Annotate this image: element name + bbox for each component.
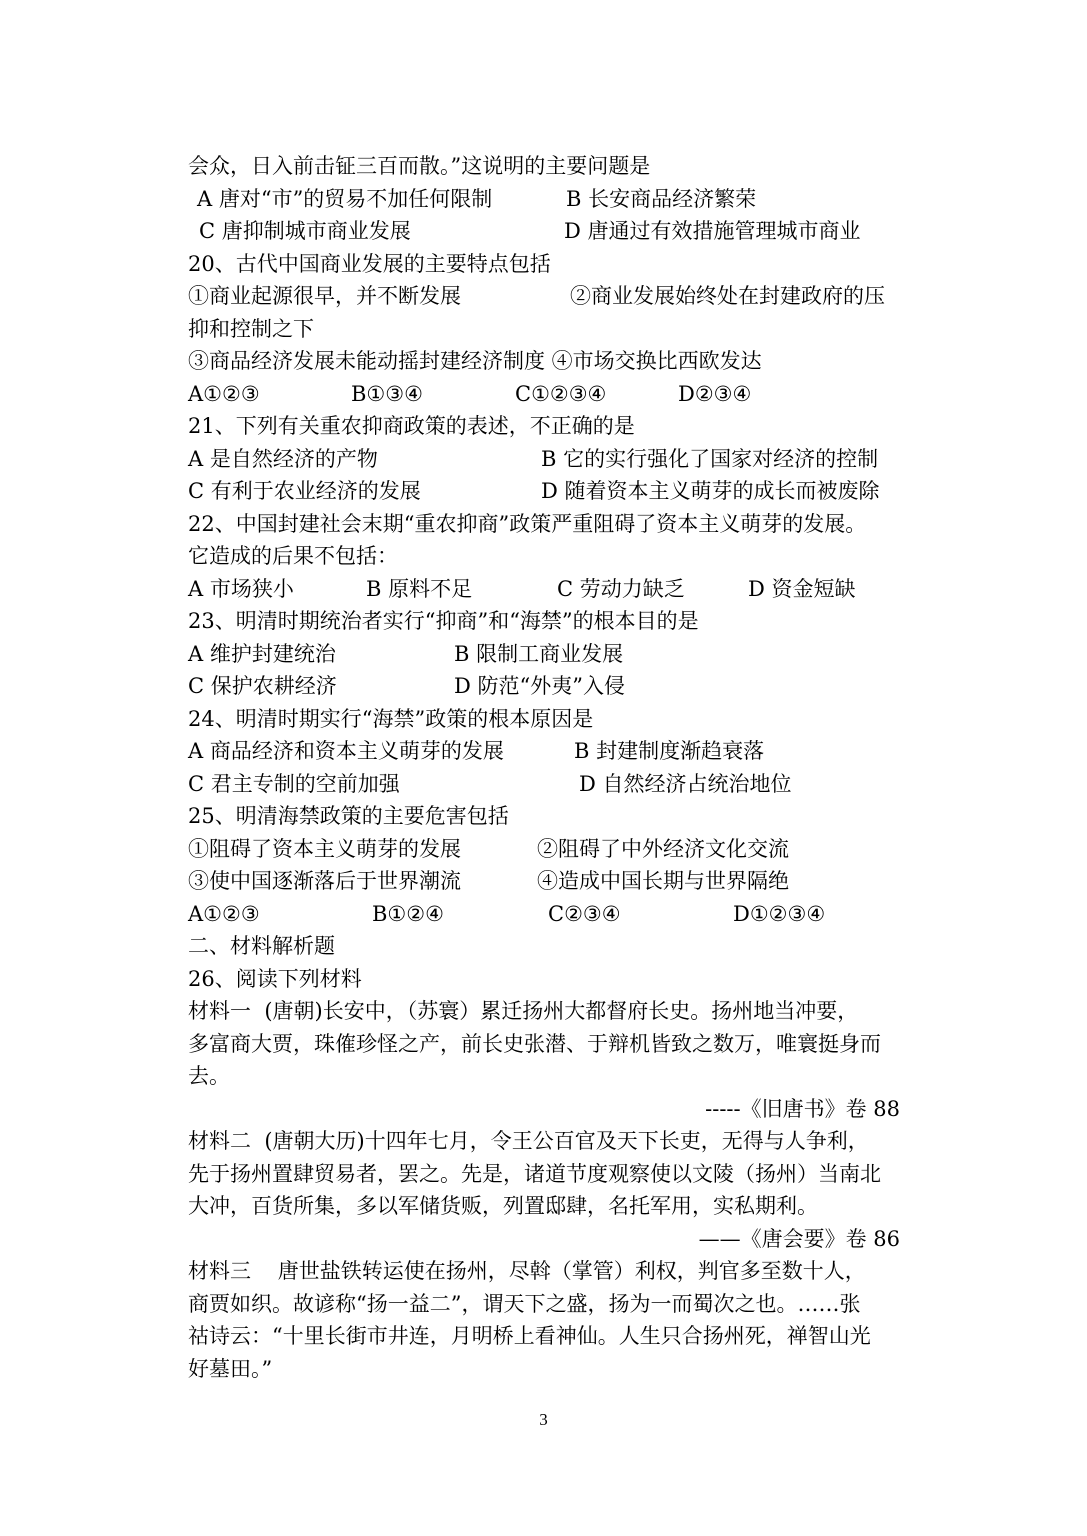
q25-items-row1	[188, 834, 908, 864]
q23-stem: 23、明清时期统治者实行“抑商”和“海禁”的根本目的是	[188, 609, 699, 633]
q22-stem: 22、中国封建社会末期“重农抑商”政策严重阻碍了资本主义萌芽的发展。	[188, 512, 867, 536]
q21-options-row1	[188, 444, 908, 474]
material-3-line-1: 材料三 唐世盐铁转运使在扬州，尽斡（掌管）利权，判官多至数十人，	[188, 1259, 866, 1283]
q20-item-2-continued: 抑和控制之下	[188, 317, 314, 341]
material-1-line-3: 去。	[188, 1064, 230, 1088]
q21-option-c: C 有利于农业经济的发展	[188, 479, 421, 503]
q19-stem-tail: 会众，日入前击钲三百而散。”这说明的主要问题是	[188, 154, 651, 178]
q20-items-row1	[188, 281, 908, 311]
q25-option-d: D①②③④	[733, 902, 826, 926]
material-2-line-1: 材料二 (唐朝大历)十四年七月，令王公百官及天下长吏，无得与人争利，	[188, 1129, 869, 1153]
q25-option-a: A①②③	[188, 902, 260, 926]
q21-option-d: D 随着资本主义萌芽的成长而被废除	[541, 479, 880, 503]
q24-options-row1	[188, 736, 908, 766]
q20-option-a: A①②③	[188, 382, 260, 406]
q20-stem: 20、古代中国商业发展的主要特点包括	[188, 252, 551, 276]
q25-option-b: B①②④	[372, 902, 444, 926]
page-number: 3	[539, 1410, 548, 1429]
q21-option-a: A 是自然经济的产物	[188, 447, 378, 471]
q22-option-d: D 资金短缺	[748, 577, 856, 601]
q25-item-1: ①阻碍了资本主义萌芽的发展	[188, 837, 461, 861]
q19-options-row2	[188, 216, 908, 246]
q22-option-c: C 劳动力缺乏	[557, 577, 685, 601]
q22-options	[188, 574, 908, 604]
q25-items-row2	[188, 866, 908, 896]
q20-option-c: C①②③④	[515, 382, 607, 406]
section-2-title: 二、材料解析题	[188, 934, 335, 958]
q22-stem-continued: 它造成的后果不包括：	[188, 544, 398, 568]
q23-options-row1	[188, 639, 908, 669]
q24-stem: 24、明清时期实行“海禁”政策的根本原因是	[188, 707, 594, 731]
q25-stem: 25、明清海禁政策的主要危害包括	[188, 804, 509, 828]
q24-options-row2	[188, 769, 908, 799]
q21-options-row2	[188, 476, 908, 506]
material-3-line-2: 商贾如织。故谚称“扬一益二”，谓天下之盛，扬为一而蜀次之也。……张	[188, 1292, 861, 1316]
q22-option-a: A 市场狭小	[188, 577, 294, 601]
material-3-line-3: 祜诗云：“十里长街市井连，月明桥上看神仙。人生只合扬州死，禅智山光	[188, 1324, 871, 1348]
material-2-line-2: 先于扬州置肆贸易者，罢之。先是，诸道节度观察使以文陵（扬州）当南北	[188, 1162, 881, 1186]
q26-stem: 26、阅读下列材料	[188, 967, 362, 991]
material-1-source: -----《旧唐书》卷 88	[705, 1097, 900, 1121]
q19-option-c: C 唐抑制城市商业发展	[199, 219, 411, 243]
q21-option-b: B 它的实行强化了国家对经济的控制	[541, 447, 879, 471]
q25-item-4: ④造成中国长期与世界隔绝	[537, 869, 789, 893]
material-3-line-4: 好墓田。”	[188, 1357, 273, 1381]
material-2-line-3: 大冲，百货所集，多以军储货贩，列置邸肆，名托军用，实私期利。	[188, 1194, 818, 1218]
q19-option-a: A 唐对“市”的贸易不加任何限制	[197, 187, 493, 211]
q25-options	[188, 899, 908, 929]
material-1-line-1: 材料一 (唐朝)长安中，（苏寰）累迁扬州大都督府长史。扬州地当冲要，	[188, 999, 859, 1023]
q19-option-b: B 长安商品经济繁荣	[566, 187, 757, 211]
q24-option-c: C 君主专制的空前加强	[188, 772, 400, 796]
q20-options	[188, 379, 908, 409]
q20-option-b: B①③④	[351, 382, 423, 406]
material-1-line-2: 多富商大贾，珠傕珍怪之产，前长史张潜、于辩机皆致之数万，唯寰挺身而	[188, 1032, 881, 1056]
q19-options-row1	[188, 184, 908, 214]
q22-option-b: B 原料不足	[366, 577, 473, 601]
q19-option-d: D 唐通过有效措施管理城市商业	[564, 219, 861, 243]
q24-option-d: D 自然经济占统治地位	[579, 772, 792, 796]
q23-option-b: B 限制工商业发展	[454, 642, 624, 666]
q25-item-3: ③使中国逐渐落后于世界潮流	[188, 869, 461, 893]
q23-option-a: A 维护封建统治	[188, 642, 336, 666]
q20-item-1: ①商业起源很早，并不断发展	[188, 284, 461, 308]
q23-option-d: D 防范“外夷”入侵	[454, 674, 625, 698]
q20-item-2: ②商业发展始终处在封建政府的压	[570, 284, 885, 308]
q20-option-d: D②③④	[678, 382, 752, 406]
q24-option-a: A 商品经济和资本主义萌芽的发展	[188, 739, 504, 763]
q25-option-c: C②③④	[548, 902, 621, 926]
q23-option-c: C 保护农耕经济	[188, 674, 337, 698]
q20-items-3-4: ③商品经济发展未能动摇封建经济制度 ④市场交换比西欧发达	[188, 349, 762, 373]
material-2-source: ——《唐会要》卷 86	[698, 1227, 900, 1251]
q24-option-b: B 封建制度渐趋衰落	[574, 739, 765, 763]
q23-options-row2	[188, 671, 908, 701]
q25-item-2: ②阻碍了中外经济文化交流	[537, 837, 789, 861]
q21-stem: 21、下列有关重农抑商政策的表述，不正确的是	[188, 414, 635, 438]
